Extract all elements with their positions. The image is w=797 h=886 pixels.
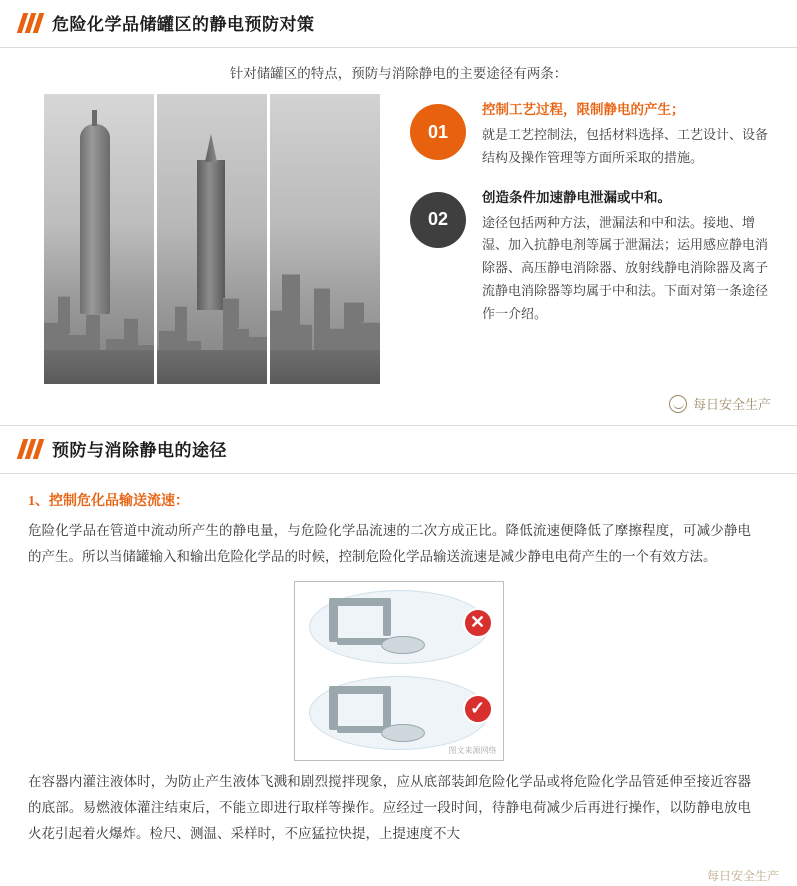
city-photo-2 xyxy=(157,94,267,384)
illustration-watermark: 图文来源网络 xyxy=(448,745,497,755)
section-2-subtitle: 1、控制危化品输送流速： xyxy=(28,494,189,509)
section-2-paragraph-2: 在容器内灌注液体时，为防止产生液体飞溅和剧烈搅拌现象，应从底部装卸危险化学品或将危险化学品管延伸至接近容器的底部。易燃液体灌注结束后，不能立即进行取样等操作。应经过一段时间，待静电荷减少后再进行操作，以防静电放电火花引起着火爆炸。检尺、测温、采样时，不应猛拉快提，上提速度不大 xyxy=(28,773,751,842)
slash-decoration-icon xyxy=(18,13,42,33)
footer-watermark: 每日安全生产 xyxy=(706,869,779,883)
item-title: 控制工艺过程，限制静电的产生； xyxy=(482,102,685,117)
smiley-icon xyxy=(669,395,687,413)
incorrect-mark-icon: ✕ xyxy=(463,608,493,638)
item-number-badge: 02 xyxy=(410,192,466,248)
section-2-header xyxy=(0,426,797,469)
brand-watermark xyxy=(0,384,797,419)
section-2-title: 预防与消除静电的途径 xyxy=(52,441,227,460)
watermark-label: 每日安全生产 xyxy=(692,397,771,412)
list-item xyxy=(410,186,777,326)
item-body: 就是工艺控制法，包括材料选择、工艺设计、设备结构及操作管理等方面所采取的措施。 xyxy=(482,127,769,165)
section-2-paragraph-1: 危险化学品在管道中流动所产生的静电量，与危险化学品流速的二次方成正比。降低流速便降低了摩擦程度，可减少静电的产生。所以当储罐输入和输出危险化学品的时候，控制危险化学品输送流速是减少静电电荷产生的一个有效方法。 xyxy=(28,523,751,565)
list-item xyxy=(410,98,777,170)
section-1-title: 危险化学品储罐区的静电预防对策 xyxy=(52,15,315,34)
section-1-header xyxy=(0,0,797,43)
section-1-content xyxy=(0,94,797,384)
illustration-container xyxy=(0,571,797,769)
correct-mark-icon: ✓ xyxy=(463,694,493,724)
static-grounding-illustration xyxy=(294,581,504,761)
item-number-badge: 01 xyxy=(410,104,466,160)
slash-decoration-icon xyxy=(18,439,42,459)
numbered-items xyxy=(380,94,777,341)
city-photo-3 xyxy=(270,94,380,384)
item-body: 途径包括两种方法，泄漏法和中和法。接地、增湿、加入抗静电剂等属于泄漏法；运用感应静电消除器、高压静电消除器、放射线静电消除器及离子流静电消除器等均属于中和法。下面对第一条途径作一介绍。 xyxy=(482,214,769,321)
item-title: 创造条件加速静电泄漏或中和。 xyxy=(482,189,671,205)
city-photo-1 xyxy=(44,94,154,384)
section-1-intro: 针对储罐区的特点，预防与消除静电的主要途径有两条： xyxy=(229,66,568,81)
photo-strip xyxy=(44,94,380,384)
